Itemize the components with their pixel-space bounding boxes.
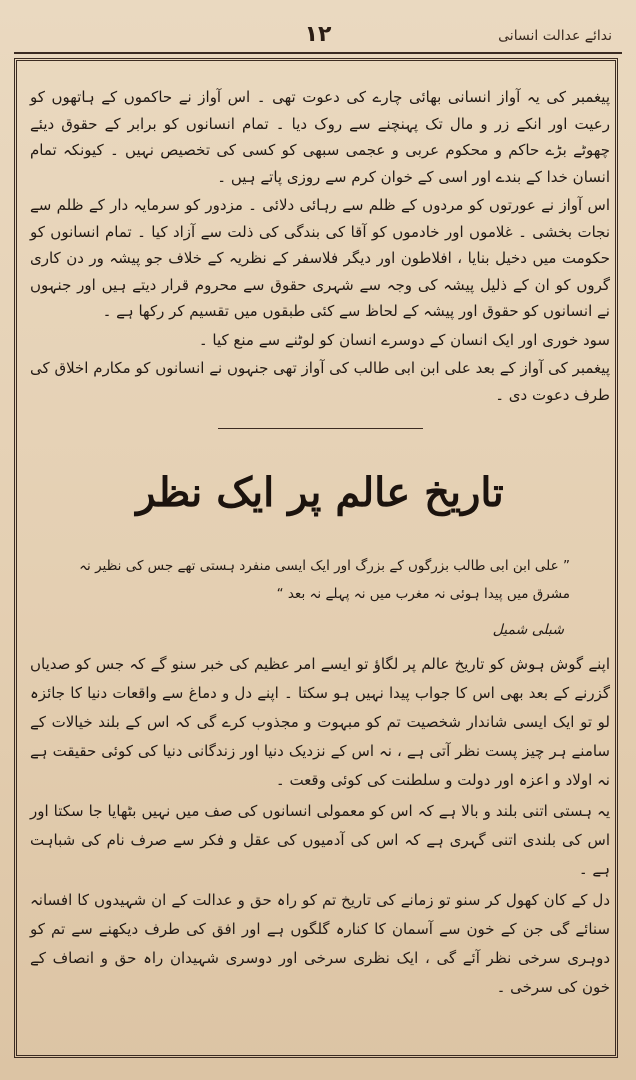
epigraph-quote: ” علی ابن ابی طالب بزرگوں کے بزرگ اور ایک ایسی منفرد ہستی تھے جس کی نظیر نہ مشرق میں پیدا ہوئی نہ مغرب میں نہ پہلے نہ بعد “ [79, 558, 570, 602]
epigraph-author: شبلی شمیل [492, 622, 564, 638]
article-paragraph-2: یہ ہستی اتنی بلند و بالا ہے کہ اس کو معمولی انسانوں کی صف میں نہیں بٹھایا جا سکتا اور اس کی بلندی اتنی گہری ہے کہ اس کی آدمیوں کی عقل و فکر سے صرف نام کی شباہت ہے ۔ [30, 802, 610, 878]
article-body [30, 650, 610, 1002]
intro-paragraph-1: پیغمبر کی یہ آواز انسانی بھائی چارے کی دعوت تھی ۔ اس آواز نے حاکموں کے ہاتھوں کو رعیت اور انکے زر و مال تک پہنچنے سے روک دیا ۔ تمام انسانوں کو برابر کے حقوق دیئے چھوٹے بڑے حاکم و محکوم عربی و عجمی سبھی کو کسی کی تخصیص نہیں ۔ کیونکہ تمام انسان خدا کے بندے اور اسی کے خوان کرم سے روزی پاتے ہیں ۔ [30, 88, 610, 186]
article-paragraph-1: اپنے گوش ہوش کو تاریخ عالم پر لگاؤ تو ایسے امر عظیم کی خبر سنو گے کہ جس کو صدیاں گزرنے کے بعد بھی اس کا جواب پیدا نہیں ہو سکتا ۔ اپنے دل و دماغ سے واقعات دنیا کا جائزہ لو تو ایک ایسی شاندار شخصیت تم کو مبہوت و مجذوب کرے گی کہ اس کے بلند خیالات کے سامنے ہر چیز پست نظر آتی ہے ، نہ اس کے نزدیک دنیا اور زندگانی دنیا کی کوئی حقیقت ہے نہ اولاد و اعزہ اور دولت و سلطنت کی کوئی وقعت ۔ [30, 655, 610, 789]
section-divider [218, 428, 423, 429]
page-number: ۱۲ [304, 22, 332, 47]
running-title: ندائے عدالت انسانی [498, 28, 612, 44]
article-title: تاریخ عالم پر ایک نظر [136, 469, 504, 516]
intro-paragraph-4: پیغمبر کی آواز کے بعد علی ابن ابی طالب کی آواز تھی جنہوں نے انسانوں کو مکارم اخلاق کی طرف دعوت دی ۔ [30, 359, 610, 404]
article-paragraph-3: دل کے کان کھول کر سنو تو زمانے کی تاریخ تم کو راہ حق و عدالت کے ان شہیدوں کا افسانہ سنائے گی جن کے خون سے آسمان کا کنارہ گلگوں ہے اور افق کی طرف دیکھنے سے تم کو دوہری سرخی نظر آئے گی ، ایک نظری سرخی اور دوسری شہیدان راہ حق و انصاف کے خون کی سرخی ۔ [30, 891, 610, 996]
intro-paragraph-2: اس آواز نے عورتوں کو مردوں کے ظلم سے رہائی دلائی ۔ مزدور کو سرمایہ دار کے ظلم سے نجات بخشی ۔ غلاموں اور خادموں کو آقا کی بندگی کی ذلت سے آزاد کیا ۔ تمام انسانوں کو حکومت میں دخیل بنایا ، افلاطون اور دیگر فلاسفر کے نظریہ کے خلاف جو پیشہ ور دن کاری گروں کو ان کے ذلیل پیشہ کی وجہ سے شہری حقوق سے محروم قرار دیتے ہیں اور جنہوں نے انسانوں کو حقوق اور پیشہ کے لحاظ سے کئی طبقوں میں تقسیم کر رکھا ہے ۔ [30, 196, 610, 320]
page-content [30, 84, 610, 1004]
header-rule [14, 52, 622, 54]
intro-paragraph-3: سود خوری اور ایک انسان کے دوسرے انسان کو لوٹنے سے منع کیا ۔ [198, 330, 610, 349]
